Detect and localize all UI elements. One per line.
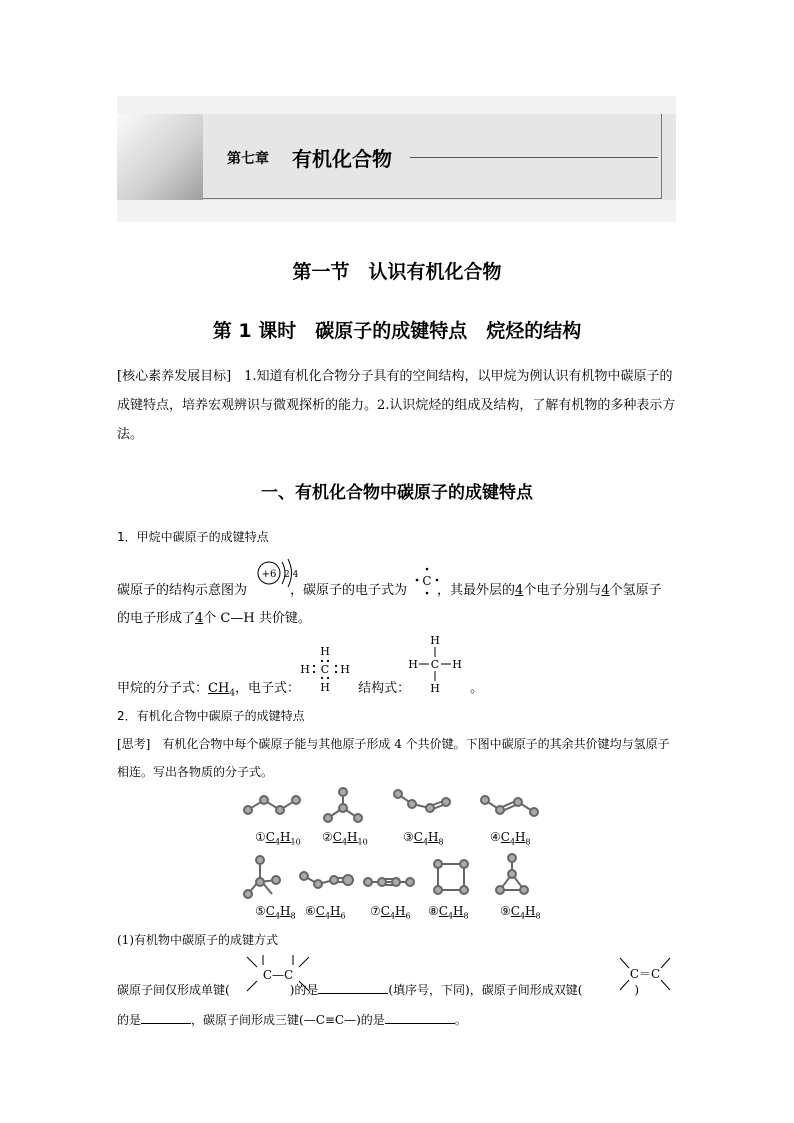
molecule-models-row1: [240, 786, 560, 836]
blank-answer-2: 4: [601, 583, 610, 598]
svg-text:H: H: [408, 658, 418, 671]
svg-text:H: H: [340, 663, 350, 676]
svg-text:C: C: [320, 663, 330, 676]
goals-text: 1.知道有机化合物分子具有的空间结构，以甲烷为例认识有机物中碳原子的成键特点，培养宏观辨识与微观探析的能力。2.认识烷烃的组成及结构，了解有机物的多种表示方法。: [117, 369, 676, 442]
single-bond-text: C—C: [262, 968, 294, 982]
s1-heading: 1．甲烷中碳原子的成键特点: [117, 530, 269, 544]
s1-line2: 的电子形成了4个 C—H 共价键。: [117, 611, 311, 626]
methane-formula-line: 甲烷的分子式：$CH_4$，电子式： 结构式： 。: [117, 681, 484, 699]
blank-answer-3: 4: [195, 611, 204, 626]
answer-blank-single[interactable]: [318, 993, 388, 994]
molecule-label-9: $⑨C_4H_8$: [500, 904, 541, 921]
answer-blank-double[interactable]: [141, 1023, 191, 1024]
molecule-label-8: $⑧C_4H_8$: [428, 904, 469, 921]
chapter-number: 第七章: [227, 151, 269, 167]
double-bond-text: C＝C: [629, 967, 661, 981]
molecule-label-7: $⑦C_4H_6$: [370, 904, 411, 921]
molecule-label-3: $③C_4H_8$: [403, 830, 444, 847]
lab-glassware-image: [117, 114, 203, 200]
molecule-label-2: $②C_4H_{10}$: [322, 830, 368, 847]
atom-nucleus: +6: [261, 569, 277, 580]
svg-text:H: H: [320, 681, 330, 694]
svg-text:H: H: [430, 634, 440, 647]
svg-text:H: H: [300, 663, 310, 676]
part1-title: 一、有机化合物中碳原子的成键特点: [261, 483, 533, 503]
molecule-label-4: $④C_4H_8$: [490, 830, 531, 847]
lesson-title: 第 1 课时 碳原子的成键特点 烷烃的结构: [212, 320, 582, 342]
atom-shells: 2 4: [284, 570, 298, 580]
molecule-models-row2: [240, 852, 560, 904]
goals-tag: [核心素养发展目标]: [117, 369, 232, 384]
molecule-label-6: $⑥C_4H_6$: [305, 904, 346, 921]
c-symbol: C: [422, 574, 432, 588]
blank-answer-1: 4: [515, 583, 524, 598]
molecule-label-5: $⑤C_4H_8$: [255, 904, 296, 921]
q1-line2: 的是 ，碳原子间形成三键(—C≡C—)的是 。: [117, 1013, 467, 1027]
chapter-title: 有机化合物: [292, 147, 392, 171]
svg-text:H: H: [452, 658, 462, 671]
q1-heading: (1)有机物中碳原子的成键方式: [117, 933, 278, 947]
methane-formula: $CH_4$: [208, 681, 236, 699]
s2-heading: 2．有机化合物中碳原子的成键特点: [117, 709, 305, 723]
svg-text:H: H: [430, 682, 440, 695]
section-title: 第一节 认识有机化合物: [292, 261, 502, 283]
svg-text:H: H: [320, 645, 330, 658]
chapter-title-rule: [410, 157, 658, 158]
s1-line1: 碳原子的结构示意图为 ，碳原子的电子式为 ，其最外层的4个电子分别与4个氢原子: [117, 583, 662, 598]
q1-line1: 碳原子间仅形成单键( )的是 (填序号，下同)，碳原子间形成双键( ): [117, 983, 640, 997]
molecule-label-1: $①C_4H_{10}$: [255, 830, 301, 847]
think-paragraph: [思考] 有机化合物中每个碳原子能与其他原子形成 4 个共价键。下图中碳原子的其余共价键均与氢原子相连。写出各物质的分子式。: [117, 737, 670, 779]
answer-blank-triple[interactable]: [385, 1023, 455, 1024]
core-goals: [117, 362, 679, 449]
svg-text:C: C: [430, 658, 440, 671]
